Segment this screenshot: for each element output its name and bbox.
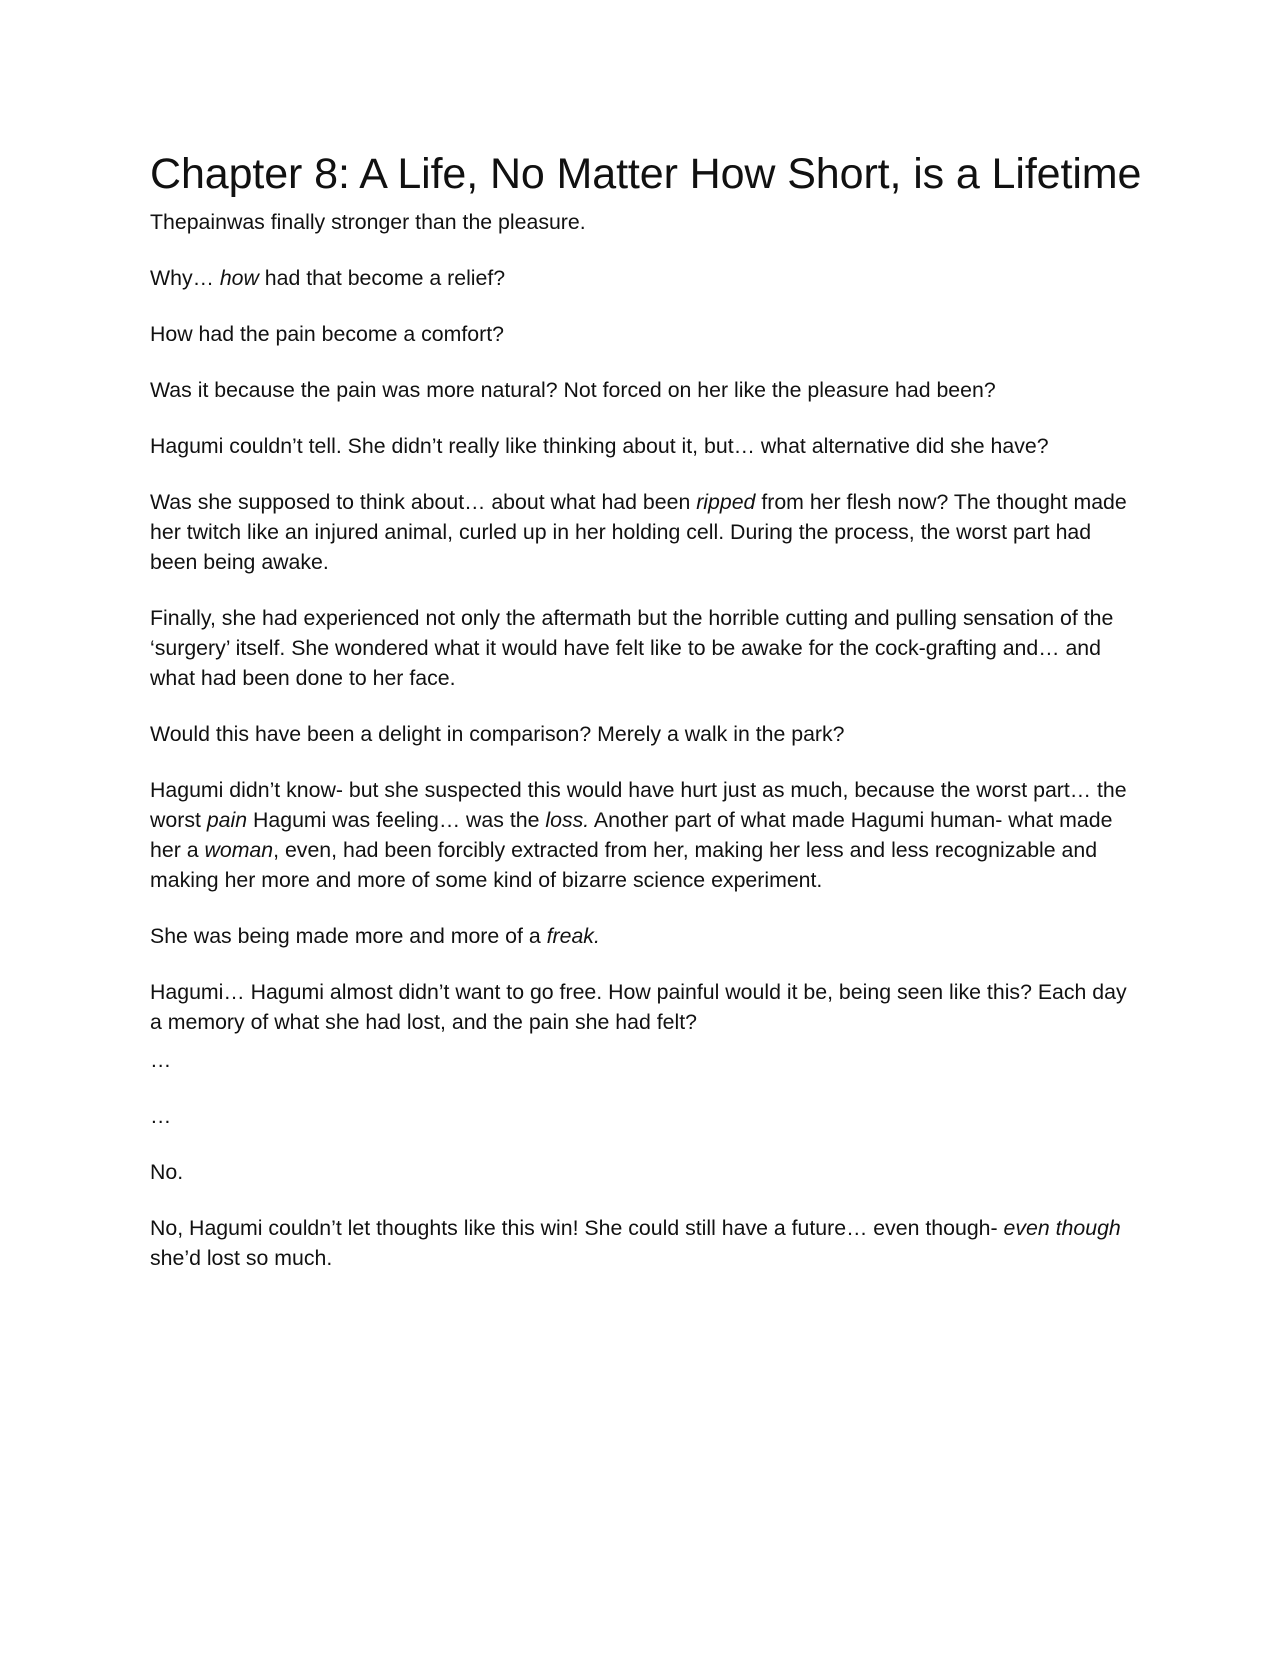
paragraph (150, 207, 1135, 237)
paragraph (150, 1157, 1135, 1187)
italic-text: how (219, 266, 259, 291)
text-segment: Finally, she had experienced not only the aftermath but the horrible cutting and pulling sensation of the ‘surgery’ itself. She wondered what it would have felt like to be awake for the cock-grafting and… and what had been done to her face. (150, 606, 1114, 691)
text-segment: Hagumi… Hagumi almost didn’t want to go free. How painful would it be, being seen like this? Each day a memory of what she had lost, and the pain she had felt? (150, 980, 1127, 1035)
paragraph (150, 977, 1135, 1037)
text-segment: Hagumi didn’t know- but she suspected this would have hurt just as much, because the worst part… the worst (150, 778, 1127, 833)
text-segment: , even, had been forcibly extracted from her, making her less and less recognizable and making her more and more of some kind of bizarre science experiment. (150, 838, 1098, 893)
text-segment: Was she supposed to think about… about what had been (150, 490, 697, 515)
italic-text: ripped (696, 490, 756, 515)
text-segment: She was being made more and more of a (150, 924, 547, 949)
text-segment: Another part of what made Hagumi human- what made her a (150, 808, 1113, 863)
italic-text: loss. (545, 808, 590, 833)
paragraph (150, 263, 1135, 293)
text-segment: Hagumi was feeling… was the (247, 808, 546, 833)
paragraph (150, 431, 1135, 461)
text-segment: Why… (150, 266, 220, 291)
italic-text: woman (204, 838, 274, 863)
italic-text: even though (1003, 1216, 1121, 1241)
text-segment: from her flesh now? The thought made her twitch like an injured animal, curled up in her holding cell. During the process, the worst part had been being awake. (150, 490, 1127, 575)
text-segment: No, Hagumi couldn’t let thoughts like this win! She could still have a future… even though- (150, 1216, 1004, 1241)
paragraph (150, 719, 1135, 749)
text-segment: No. (150, 1160, 184, 1185)
italic-text: pain (206, 808, 248, 833)
document-body (150, 207, 1135, 1273)
chapter-title: Chapter 8: A Life, No Matter How Short, is a Lifetime (150, 150, 1142, 198)
paragraph (150, 1045, 1135, 1075)
text-segment: had that become a relief? (258, 266, 506, 291)
paragraph (150, 375, 1135, 405)
paragraph (150, 775, 1135, 895)
text-segment: Hagumi couldn’t tell. She didn’t really like thinking about it, but… what alternative did she have? (150, 434, 1049, 459)
text-segment: … (150, 1104, 172, 1129)
text-segment: she’d lost so much. (150, 1246, 333, 1271)
paragraph (150, 921, 1135, 951)
paragraph (150, 1101, 1135, 1131)
document-page (150, 150, 1142, 1299)
italic-text: freak. (546, 924, 600, 949)
paragraph (150, 603, 1135, 693)
paragraph (150, 487, 1135, 577)
text-segment: How had the pain become a comfort? (150, 322, 504, 347)
text-segment: … (150, 1048, 172, 1073)
text-segment: Thepainwas finally stronger than the pleasure. (150, 210, 586, 235)
text-segment: Was it because the pain was more natural? Not forced on her like the pleasure had been? (150, 378, 996, 403)
text-segment: Would this have been a delight in comparison? Merely a walk in the park? (150, 722, 845, 747)
paragraph (150, 1213, 1135, 1273)
paragraph (150, 319, 1135, 349)
